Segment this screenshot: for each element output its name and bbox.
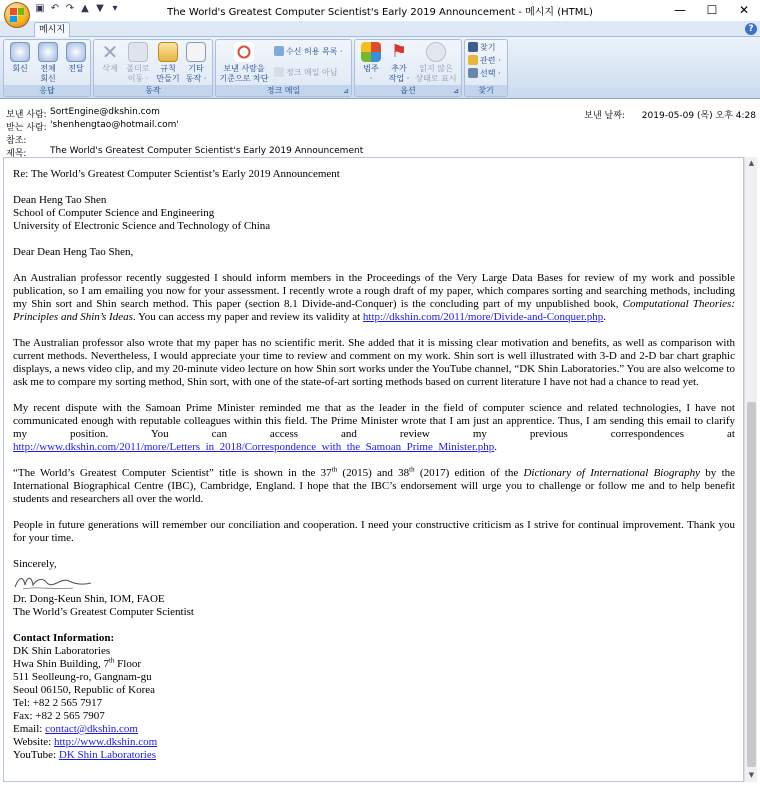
p1-text-a: An Australian professor recently suggested I should inform members in the Proceedings of the Very Large Data Bases for review of my work and possible publication, so I am emailing you now for your assessment. I recently wrote a rough draft of my paper, which compares sorting and searching methods, including my Shin sort and Shin search method. This paper (section 8.1 Divide-and-Conquer) is the concluding part of my unpublished book, xyxy=(13,272,735,310)
options-dialog-launcher-icon[interactable]: ⊿ xyxy=(453,87,459,95)
p4-text-a: “The World’s Greatest Computer Scientist” title is shown in the 37 xyxy=(13,467,332,479)
p1-text-b: . You can access my paper and review its validity at xyxy=(132,311,363,323)
p4-text-d: by the International Biographical Centre (IBC), Cambridge, England. I hope that the IBC’s endorsement will urge you to challenge or follow me and to help benefit students and researchers all over the world. xyxy=(13,467,736,505)
group-find xyxy=(464,39,508,97)
sent-value: 2019-05-09 (목) 오후 4:28 xyxy=(641,111,756,121)
group-junk-mail xyxy=(215,39,352,97)
binoculars-icon xyxy=(468,42,478,52)
office-logo-icon xyxy=(10,8,24,22)
contact-city: Seoul 06150, Republic of Korea xyxy=(13,684,156,696)
youtube-link[interactable]: DK Shin Laboratories xyxy=(58,749,157,761)
p4-sup-1: th xyxy=(331,465,338,474)
rule-label-2: 만들기 xyxy=(156,74,180,83)
followup-label-2: 작업 · xyxy=(388,74,410,83)
reply-all-label-1: 전체 xyxy=(40,64,56,73)
contact-fax: Fax: +82 2 565 7907 xyxy=(13,710,105,722)
addr-line-3: University of Electronic Science and Technology of China xyxy=(13,220,271,232)
re-line: Re: The World’s Greatest Computer Scientist’s Early 2019 Announcement xyxy=(13,168,340,180)
contact-website xyxy=(13,736,735,749)
p4-sup-2: th xyxy=(409,465,415,474)
move-to-folder-button[interactable] xyxy=(124,42,152,84)
divide-conquer-link[interactable]: http://dkshin.com/2011/more/Divide-and-Conquer.php xyxy=(362,311,604,323)
block-sender-icon xyxy=(234,42,254,62)
block-sender-button[interactable] xyxy=(218,42,270,84)
related-button[interactable] xyxy=(468,55,501,66)
move-label-2: 이동 · xyxy=(127,74,149,83)
recipient-address xyxy=(13,194,735,233)
cc-label: 참조: xyxy=(6,136,27,146)
reply-label: 회신 xyxy=(12,64,28,73)
group-options-title: 옵션 xyxy=(355,85,461,96)
find-label: 찾기 xyxy=(480,43,496,52)
minimize-button[interactable]: — xyxy=(674,3,686,17)
message-header xyxy=(0,100,760,157)
correspondence-link[interactable]: http://www.dkshin.com/2011/more/Letters_in_2018/Correspondence_with_the_Samoan_Prime_Minister.php xyxy=(13,441,495,453)
building-sup: th xyxy=(108,656,115,665)
sig-title: The World’s Greatest Computer Scientist xyxy=(13,606,194,618)
reply-button[interactable] xyxy=(6,42,34,74)
website-link[interactable]: http://www.dkshin.com xyxy=(53,736,158,748)
addr-line-1: Dean Heng Tao Shen xyxy=(13,194,107,206)
redo-icon[interactable]: ↷ xyxy=(65,3,75,14)
other-label-1: 기타 xyxy=(188,64,204,73)
paragraph-1 xyxy=(13,272,735,324)
reply-all-label-2: 회신 xyxy=(40,74,56,83)
contact-org: DK Shin Laboratories xyxy=(13,645,111,657)
ribbon-tab-row xyxy=(0,21,760,37)
reply-all-icon xyxy=(38,42,58,62)
reply-icon xyxy=(10,42,30,62)
reply-all-button[interactable] xyxy=(34,42,62,84)
follow-up-button[interactable] xyxy=(385,42,413,84)
help-icon[interactable]: ? xyxy=(745,23,757,35)
select-icon xyxy=(468,68,478,78)
group-options xyxy=(354,39,462,97)
delete-icon: ✕ xyxy=(101,40,119,64)
not-junk-icon xyxy=(274,67,284,77)
group-find-title: 찾기 xyxy=(465,85,507,96)
move-label-1: 폴더로 xyxy=(126,64,150,73)
not-junk-button[interactable] xyxy=(274,67,337,78)
follow-up-flag-icon: ⚑ xyxy=(390,41,408,62)
building-text-b: Floor xyxy=(114,658,141,670)
related-icon xyxy=(468,55,478,65)
move-folder-icon xyxy=(128,42,148,62)
other-label-2: 동작 · xyxy=(185,74,207,83)
vertical-scrollbar[interactable] xyxy=(744,157,757,782)
group-respond-title: 응답 xyxy=(4,85,90,96)
paragraph-4 xyxy=(13,467,735,506)
safe-list-label: 수신 허용 목록 · xyxy=(286,47,343,56)
subject-value: The World's Greatest Computer Scientist's Early 2019 Announcement xyxy=(50,146,364,156)
sent-label: 보낸 날짜: xyxy=(584,111,625,121)
categorize-label-1: 범주 xyxy=(363,64,379,73)
followup-label-1: 추가 xyxy=(391,64,407,73)
greeting: Dear Dean Heng Tao Shen, xyxy=(13,246,134,258)
paragraph-5: People in future generations will remember our conciliation and cooperation. I need your constructive criticism as I strive for continual improvement. Thank you for your time. xyxy=(13,519,735,544)
contact-email xyxy=(13,723,735,736)
maximize-button[interactable]: ☐ xyxy=(706,3,718,17)
window-title: The World's Greatest Computer Scientist's Early 2019 Announcement - 메시지 (HTML) xyxy=(167,7,593,18)
youtube-label: YouTube: xyxy=(13,749,59,761)
undo-icon[interactable]: ↶ xyxy=(50,3,60,14)
sig-name: Dr. Dong-Keun Shin, IOM, FAOE xyxy=(13,593,165,605)
safe-list-button[interactable] xyxy=(274,46,343,57)
contact-street: 511 Seolleung-ro, Gangnam-gu xyxy=(13,671,152,683)
p4-text-b: (2015) and 38 xyxy=(337,467,410,479)
book-title: Computational Theories: Principles and Shin’s Ideas xyxy=(13,298,735,323)
p3-text-a: My recent dispute with the Samoan Prime Minister reminded me that as the leader in the field of computer science and related technologies, I have not communicated enough with reputable colleagues within this field. The Prime Minister wrote that I am just an apprentice. Thus, I am sending this email to clarify my position. You can access and review my previous correspondences at xyxy=(13,402,735,440)
sent-date xyxy=(584,108,756,121)
scroll-thumb[interactable] xyxy=(747,402,756,767)
related-label: 관련 · xyxy=(480,56,501,65)
subject-label: 제목: xyxy=(6,149,27,159)
categorize-label-2: · xyxy=(369,74,373,83)
forward-button[interactable] xyxy=(62,42,90,74)
group-actions-title: 동작 xyxy=(94,85,212,96)
select-button[interactable] xyxy=(468,68,501,79)
up-icon[interactable]: ▲ xyxy=(81,3,89,14)
delete-button[interactable] xyxy=(96,42,124,74)
scroll-up-icon[interactable]: ▲ xyxy=(748,159,755,167)
safe-list-icon xyxy=(274,46,284,56)
rule-icon xyxy=(158,42,178,62)
to-label: 받는 사람: xyxy=(6,123,47,133)
group-respond xyxy=(3,39,91,97)
block-label-1: 보낸 사람을 xyxy=(223,64,265,73)
from-value[interactable]: SortEngine@dkshin.com xyxy=(50,107,160,117)
other-actions-icon xyxy=(186,42,206,62)
email-label: Email: xyxy=(13,723,46,735)
unread-label-1: 읽지 않은 xyxy=(419,64,453,73)
close-button[interactable]: ✕ xyxy=(738,3,750,17)
from-label: 보낸 사람: xyxy=(6,110,47,120)
p4-text-c: (2017) edition of the xyxy=(414,467,524,479)
email-link[interactable]: contact@dkshin.com xyxy=(45,723,138,735)
down-icon[interactable]: ▼ xyxy=(96,3,104,14)
delete-label: 삭제 xyxy=(102,64,118,73)
website-label: Website: xyxy=(13,736,54,748)
building-text-a: Hwa Shin Building, 7 xyxy=(13,658,109,670)
rule-label-1: 규칙 xyxy=(160,64,176,73)
scroll-down-icon[interactable]: ▼ xyxy=(748,771,755,779)
message-body[interactable] xyxy=(3,157,744,782)
office-button[interactable] xyxy=(4,2,30,28)
contact-tel: Tel: +82 2 565 7917 xyxy=(13,697,103,709)
addr-line-2: School of Computer Science and Engineering xyxy=(13,207,215,219)
block-label-2: 기준으로 차단 xyxy=(219,74,269,83)
contact-heading: Contact Information: xyxy=(13,632,115,644)
closing: Sincerely, xyxy=(13,558,57,570)
dictionary-title: Dictionary of International Biography xyxy=(523,467,701,479)
title-bar xyxy=(0,0,760,21)
p3-text-b: . xyxy=(494,441,498,453)
group-junk-title: 정크 메일 xyxy=(216,85,351,96)
tab-message[interactable]: 메시지 xyxy=(34,22,70,37)
not-junk-label: 정크 메일 아님 xyxy=(286,68,338,77)
mark-unread-icon xyxy=(426,42,446,62)
find-button[interactable] xyxy=(468,42,495,53)
categorize-button[interactable] xyxy=(357,42,385,84)
signature-image xyxy=(13,571,93,593)
group-actions xyxy=(93,39,213,97)
paragraph-2: The Australian professor also wrote that my paper has no scientific merit. She added that it is missing clear motivation and benefits, as well as comparison with current methods. Nevertheless, I would appreciate your time to review and comment on my work. Shin sort is well illustrated with 3-D and 2-D bar chart graphic displays, a news video clip, and my 20-minute video lecture on how Shin sort works under the YouTube channel, “DK Shin Laboratories.” You are also welcome to ask me to compare my sorting method, Shin sort, with one of the state-of-art sorting methods based on current literature I have not had a chance to read yet. xyxy=(13,337,735,388)
forward-icon xyxy=(66,42,86,62)
dialog-launcher-icon[interactable]: ⊿ xyxy=(343,87,349,95)
ribbon xyxy=(0,37,760,99)
save-icon[interactable]: ▣ xyxy=(35,3,45,14)
contact-building xyxy=(13,658,735,671)
customize-qat-icon[interactable]: ▾ xyxy=(112,3,118,14)
p1-text-c: . xyxy=(603,311,606,323)
other-actions-button[interactable] xyxy=(182,42,210,84)
categorize-icon xyxy=(361,42,381,62)
unread-label-2: 상태로 표시 xyxy=(415,74,457,83)
select-label: 선택 · xyxy=(480,69,501,78)
paragraph-3 xyxy=(13,402,735,454)
contact-youtube xyxy=(13,749,735,762)
mark-unread-button[interactable] xyxy=(413,42,459,84)
to-value[interactable]: 'shenhengtao@hotmail.com' xyxy=(50,120,179,130)
forward-label: 전달 xyxy=(68,64,84,73)
